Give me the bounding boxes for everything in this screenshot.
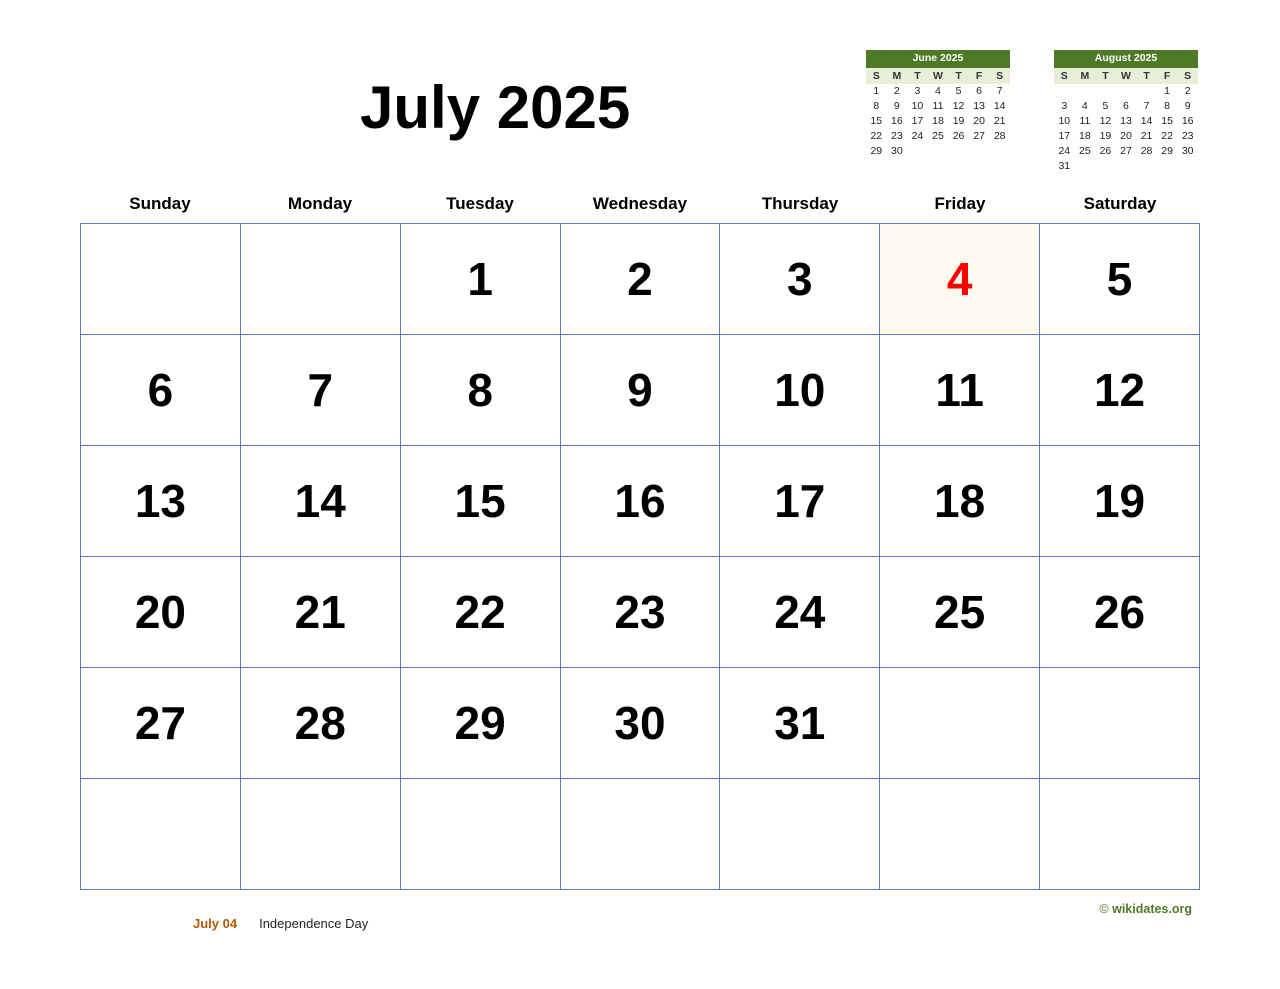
mini-cell-day-17: 17 <box>911 115 924 128</box>
day-number: 27 <box>134 697 186 749</box>
mini-cell-empty <box>928 144 949 159</box>
mini-weekday-header: T <box>948 68 969 84</box>
mini-cell-empty <box>948 144 969 159</box>
calendar-cell-day-24[interactable] <box>720 557 880 668</box>
mini-cell-day-9: 9 <box>1184 100 1191 113</box>
calendar-cell-empty <box>400 779 560 890</box>
mini-weekday-header: S <box>1054 68 1075 84</box>
holiday-name: Independence Day <box>259 916 369 931</box>
mini-weekday-header: S <box>866 68 887 84</box>
mini-cell-empty <box>989 144 1010 159</box>
mini-cell-day-22: 22 <box>1161 130 1173 143</box>
mini-weekday-header: T <box>1136 68 1157 84</box>
day-number: 11 <box>935 364 984 416</box>
day-number: 1 <box>467 253 493 305</box>
holiday-date: July 04 <box>193 916 238 931</box>
calendar-cell-empty <box>560 779 720 890</box>
mini-cell-empty <box>1136 159 1157 174</box>
mini-cell-day-2: 2 <box>1184 85 1191 98</box>
mini-cell-day-17: 17 <box>1058 130 1071 143</box>
day-number: 17 <box>774 475 826 527</box>
mini-cell-day-26: 26 <box>1099 145 1112 158</box>
calendar-cell-day-22[interactable] <box>400 557 560 668</box>
day-number: 5 <box>1106 253 1133 305</box>
mini-calendar-august[interactable] <box>1054 50 1198 174</box>
day-number: 21 <box>294 586 346 638</box>
mini-cell-day-13: 13 <box>1120 115 1132 128</box>
page-title: July 2025 <box>360 74 631 141</box>
mini-cell-day-15: 15 <box>870 115 883 128</box>
day-number: 13 <box>134 475 186 527</box>
day-number: 15 <box>454 475 506 527</box>
mini-cell-day-28: 28 <box>993 130 1006 143</box>
mini-week-row <box>866 84 1010 99</box>
weekday-header-saturday: Saturday <box>1083 194 1157 213</box>
mini-week-row <box>866 144 1010 159</box>
calendar-cell-empty <box>81 779 241 890</box>
mini-cell-day-20: 20 <box>1120 130 1132 143</box>
day-number: 16 <box>614 475 666 527</box>
calendar-cell-empty <box>880 779 1040 890</box>
mini-cell-day-24: 24 <box>911 130 924 143</box>
mini-cell-day-22: 22 <box>870 130 883 143</box>
day-number: 20 <box>134 586 186 638</box>
day-number: 22 <box>454 586 506 638</box>
day-number: 31 <box>774 697 826 749</box>
day-number: 10 <box>774 364 826 416</box>
mini-calendar-table <box>866 68 1010 159</box>
day-number: 29 <box>454 697 506 749</box>
calendar-cell-day-21[interactable] <box>240 557 400 668</box>
mini-cell-day-29: 29 <box>870 145 883 158</box>
calendar-cell-day-18[interactable] <box>880 446 1040 557</box>
calendar-cell-day-1[interactable] <box>400 224 560 335</box>
weekday-header-monday: Monday <box>287 194 353 213</box>
mini-week-row <box>866 99 1010 114</box>
mini-cell-day-1: 1 <box>873 85 880 98</box>
mini-cell-day-19: 19 <box>952 115 965 128</box>
day-number: 2 <box>627 253 653 305</box>
calendar-cell-day-25[interactable] <box>880 557 1040 668</box>
mini-cell-day-3: 3 <box>914 85 921 98</box>
mini-week-row <box>866 114 1010 129</box>
day-number: 28 <box>294 697 346 749</box>
mini-cell-day-30: 30 <box>1181 145 1194 158</box>
day-number: 9 <box>627 364 653 416</box>
calendar-cell-day-29[interactable] <box>400 668 560 779</box>
calendar-cell-day-6[interactable] <box>81 335 241 446</box>
day-number: 19 <box>1093 475 1146 527</box>
mini-cell-day-11: 11 <box>1079 115 1091 128</box>
weekday-header-friday: Friday <box>934 194 986 213</box>
weekday-header-wednesday: Wednesday <box>592 194 688 213</box>
mini-week-row <box>1054 84 1198 99</box>
mini-cell-day-27: 27 <box>973 130 985 143</box>
mini-cell-empty <box>1054 84 1075 99</box>
day-number: 18 <box>934 475 986 527</box>
day-number: 24 <box>774 586 826 638</box>
mini-calendar-table <box>1054 68 1198 174</box>
mini-cell-day-4: 4 <box>1081 100 1088 113</box>
mini-cell-day-4: 4 <box>935 85 941 98</box>
calendar-cell-empty <box>240 779 400 890</box>
calendar-cell-day-12[interactable] <box>1040 335 1200 446</box>
mini-cell-day-19: 19 <box>1099 130 1112 143</box>
calendar-cell-day-15[interactable] <box>400 446 560 557</box>
mini-cell-day-23: 23 <box>1181 130 1194 143</box>
mini-cell-day-16: 16 <box>1181 115 1194 128</box>
calendar-cell-empty <box>720 779 880 890</box>
calendar-cell-day-13[interactable] <box>81 446 241 557</box>
mini-month-group <box>866 50 1198 174</box>
calendar-cell-day-8[interactable] <box>400 335 560 446</box>
mini-cell-day-31: 31 <box>1058 160 1071 173</box>
mini-cell-day-29: 29 <box>1161 145 1173 158</box>
calendar-cell-day-4[interactable] <box>880 224 1040 335</box>
mini-week-row <box>1054 144 1198 159</box>
day-number: 7 <box>307 364 334 416</box>
mini-cell-day-1: 1 <box>1164 85 1171 98</box>
mini-cell-empty <box>1095 84 1116 99</box>
calendar-cell-empty <box>81 224 241 335</box>
mini-cell-empty <box>969 144 990 159</box>
day-number: 23 <box>614 586 666 638</box>
mini-weekday-header: M <box>887 68 908 84</box>
mini-cell-day-8: 8 <box>1164 100 1171 113</box>
mini-cell-empty <box>907 144 928 159</box>
mini-cell-empty <box>1157 159 1178 174</box>
calendar-cell-day-9[interactable] <box>560 335 720 446</box>
mini-cell-day-13: 13 <box>973 100 985 113</box>
mini-cell-day-14: 14 <box>1140 115 1153 128</box>
mini-cell-day-25: 25 <box>1079 145 1091 158</box>
calendar-cell-day-23[interactable] <box>560 557 720 668</box>
mini-weekday-header: W <box>1116 68 1137 84</box>
mini-weekday-header: T <box>907 68 928 84</box>
calendar-cell-day-17[interactable] <box>720 446 880 557</box>
mini-cell-day-21: 21 <box>993 115 1006 128</box>
mini-cell-empty <box>1116 159 1137 174</box>
mini-week-row <box>1054 99 1198 114</box>
calendar-week-row <box>81 335 1200 446</box>
weekday-header-thursday: Thursday <box>761 194 839 213</box>
calendar-cell-day-10[interactable] <box>720 335 880 446</box>
calendar-cell-day-7[interactable] <box>240 335 400 446</box>
day-number: 8 <box>467 364 493 416</box>
calendar-cell-day-31[interactable] <box>720 668 880 779</box>
day-number: 6 <box>147 364 174 416</box>
weekday-header-row <box>80 194 1200 223</box>
calendar-cell-day-26[interactable] <box>1040 557 1200 668</box>
calendar-cell-day-16[interactable] <box>560 446 720 557</box>
mini-cell-day-18: 18 <box>932 115 944 128</box>
calendar-table <box>80 223 1200 890</box>
mini-weekday-header: W <box>928 68 949 84</box>
mini-cell-day-10: 10 <box>911 100 924 113</box>
mini-cell-empty <box>1095 159 1116 174</box>
day-number: 4 <box>946 253 973 305</box>
mini-cell-day-14: 14 <box>993 100 1006 113</box>
day-number: 14 <box>294 475 346 527</box>
mini-week-row <box>1054 114 1198 129</box>
mini-cell-day-6: 6 <box>1123 100 1129 113</box>
day-number: 30 <box>614 697 666 749</box>
mini-cell-empty <box>1136 84 1157 99</box>
mini-cell-day-21: 21 <box>1140 130 1153 143</box>
mini-weekday-header: F <box>1157 68 1178 84</box>
mini-cell-day-2: 2 <box>893 85 900 98</box>
mini-weekday-header: F <box>969 68 990 84</box>
mini-calendar-june[interactable] <box>866 50 1010 174</box>
calendar-cell-day-30[interactable] <box>560 668 720 779</box>
day-number: 26 <box>1093 586 1146 638</box>
mini-weekday-header: M <box>1075 68 1096 84</box>
mini-cell-day-12: 12 <box>1099 115 1112 128</box>
mini-week-row <box>1054 129 1198 144</box>
mini-week-row <box>866 129 1010 144</box>
weekday-header-sunday: Sunday <box>129 194 191 213</box>
mini-cell-day-15: 15 <box>1161 115 1173 128</box>
holiday-note <box>193 916 368 931</box>
calendar-week-row <box>81 668 1200 779</box>
copyright-icon: © <box>1099 902 1113 916</box>
mini-week-row <box>1054 159 1198 174</box>
calendar-cell-day-2[interactable] <box>560 224 720 335</box>
mini-cell-day-24: 24 <box>1058 145 1071 158</box>
mini-cell-day-25: 25 <box>932 130 944 143</box>
site-credit[interactable] <box>1099 902 1192 916</box>
calendar-cell-day-11[interactable] <box>880 335 1040 446</box>
mini-cell-day-20: 20 <box>973 115 985 128</box>
day-number: 25 <box>934 586 986 638</box>
mini-weekday-header: S <box>1177 68 1198 84</box>
calendar-cell-empty <box>240 224 400 335</box>
mini-cell-day-28: 28 <box>1140 145 1153 158</box>
mini-cell-day-27: 27 <box>1120 145 1132 158</box>
mini-weekday-header: T <box>1095 68 1116 84</box>
calendar-cell-day-14[interactable] <box>240 446 400 557</box>
credit-site-label: wikidates.org <box>1112 902 1192 916</box>
mini-cell-empty <box>1075 84 1096 99</box>
mini-cell-day-7: 7 <box>1143 100 1150 113</box>
calendar-cell-day-27[interactable] <box>81 668 241 779</box>
calendar-week-row <box>81 557 1200 668</box>
mini-cell-day-12: 12 <box>952 100 965 113</box>
mini-cell-day-16: 16 <box>891 115 903 128</box>
weekday-header-tuesday: Tuesday <box>446 194 514 213</box>
mini-cell-day-23: 23 <box>891 130 903 143</box>
calendar-footer <box>80 902 1200 950</box>
mini-cell-day-6: 6 <box>976 85 983 98</box>
mini-cell-empty <box>1177 159 1198 174</box>
calendar-grid <box>80 194 1200 890</box>
calendar-cell-day-3[interactable] <box>720 224 880 335</box>
mini-calendar-title: June 2025 <box>866 50 1010 68</box>
calendar-week-row <box>81 224 1200 335</box>
calendar-cell-day-20[interactable] <box>81 557 241 668</box>
day-number: 3 <box>787 253 813 305</box>
mini-cell-day-8: 8 <box>873 100 880 113</box>
calendar-header <box>0 0 1280 185</box>
calendar-week-row <box>81 446 1200 557</box>
mini-cell-day-10: 10 <box>1058 115 1071 128</box>
calendar-cell-empty <box>1040 779 1200 890</box>
mini-cell-day-7: 7 <box>996 85 1003 98</box>
mini-cell-day-18: 18 <box>1079 130 1091 143</box>
calendar-cell-day-28[interactable] <box>240 668 400 779</box>
mini-cell-empty <box>1075 159 1096 174</box>
mini-cell-day-3: 3 <box>1061 100 1068 113</box>
mini-cell-day-26: 26 <box>952 130 965 143</box>
day-number: 12 <box>1093 364 1146 416</box>
mini-cell-day-30: 30 <box>891 145 903 158</box>
mini-cell-empty <box>1116 84 1137 99</box>
calendar-week-row <box>81 779 1200 890</box>
calendar-cell-empty <box>1040 668 1200 779</box>
calendar-cell-day-5[interactable] <box>1040 224 1200 335</box>
mini-calendar-title: August 2025 <box>1054 50 1198 68</box>
mini-weekday-header: S <box>989 68 1010 84</box>
mini-cell-day-11: 11 <box>932 100 944 113</box>
calendar-cell-empty <box>880 668 1040 779</box>
mini-cell-day-5: 5 <box>1102 100 1109 113</box>
mini-cell-day-9: 9 <box>893 100 900 113</box>
mini-cell-day-5: 5 <box>955 85 962 98</box>
calendar-cell-day-19[interactable] <box>1040 446 1200 557</box>
